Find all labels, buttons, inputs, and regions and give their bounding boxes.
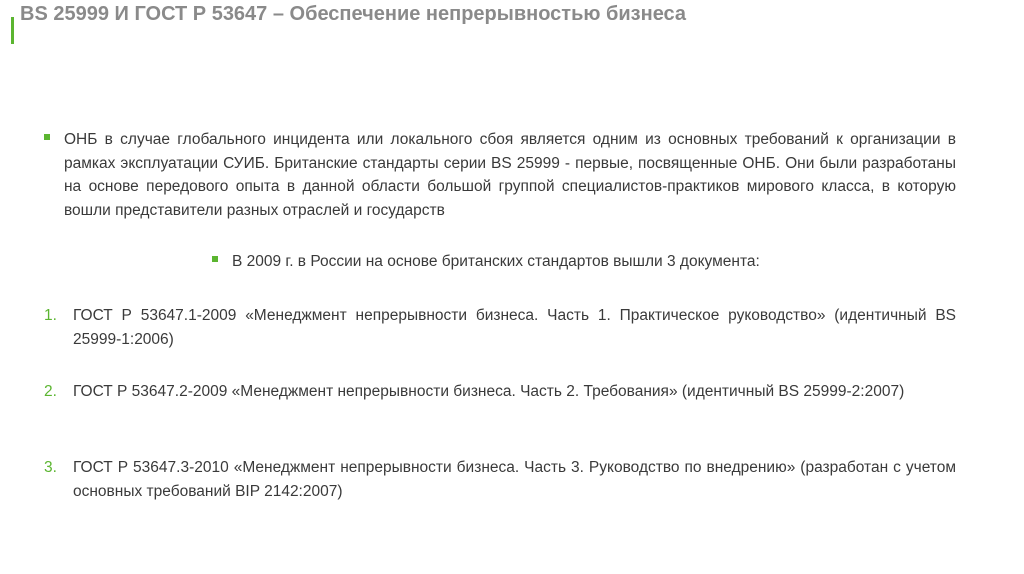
list-item-text: ГОСТ Р 53647.3-2010 «Менеджмент непрерывности бизнеса. Часть 3. Руководство по внедрению» (разработан с учетом основных требований BIP 2142:2007) (73, 459, 956, 500)
main-paragraph (44, 128, 956, 222)
accent-bar (11, 17, 14, 44)
main-paragraph-text: ОНБ в случае глобального инцидента или локального сбоя является одним из основных требований к организации в рамках эксплуатации СУИБ. Британские стандарты серии BS 25999 - первые, посвященные ОНБ. Они были разработаны на основе передового опыта в данной области большой группой специалистов-практиков мирового класса, в которую вошли представители разных отраслей и государств (64, 131, 956, 219)
list-item-text: ГОСТ Р 53647.1-2009 «Менеджмент непрерывности бизнеса. Часть 1. Практическое руководство» (идентичный BS 25999-1:2006) (73, 307, 956, 348)
sub-note (212, 250, 852, 273)
list-number: 2. (44, 383, 57, 400)
document-list-item (44, 304, 956, 352)
document-list-item (44, 456, 956, 504)
list-item-text: ГОСТ Р 53647.2-2009 «Менеджмент непрерывности бизнеса. Часть 2. Требования» (идентичный BS 25999-2:2007) (73, 383, 905, 400)
bullet-icon (212, 256, 218, 262)
slide-title: BS 25999 И ГОСТ Р 53647 – Обеспечение непрерывностью бизнеса (20, 3, 687, 25)
bullet-icon (44, 134, 50, 140)
document-list-item (44, 380, 956, 404)
list-number: 3. (44, 459, 57, 476)
list-number: 1. (44, 307, 57, 324)
sub-note-text: В 2009 г. в России на основе британских стандартов вышли 3 документа: (232, 253, 760, 270)
